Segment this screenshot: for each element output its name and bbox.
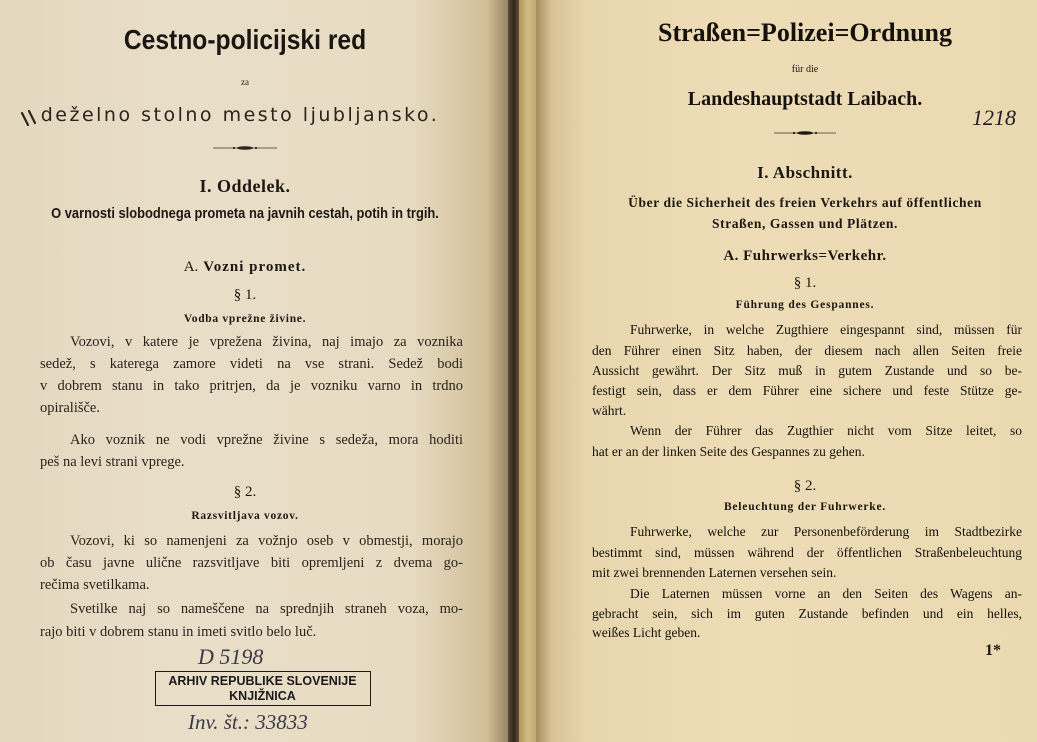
paragraph-line: Die Laternen müssen vorne an den Seiten des Wagens an- — [630, 586, 1022, 601]
article-number: § 2. — [233, 484, 257, 500]
title-connector: za — [241, 77, 249, 87]
article-title: Razsvitljava vozov. — [191, 510, 299, 522]
right-page — [536, 0, 1037, 742]
section-subheading-line: Straßen, Gassen und Plätzen. — [712, 216, 898, 231]
paragraph-line: weißes Licht geben. — [592, 625, 701, 640]
article-number: § 2. — [793, 478, 817, 494]
handwritten-archive-number: D 5198 — [198, 644, 264, 669]
paragraph-line: Aussicht gewährt. Der Sitz muß in gutem Zustande und so be- — [592, 363, 1022, 378]
ornament-divider — [213, 144, 277, 152]
paragraph-line: v dobrem stanu in tako pritrjen, da je vozniku varno in trdno — [40, 378, 463, 394]
paragraph-line: rajo biti v dobrem stanu in imeti svitlo belo luč. — [40, 624, 317, 640]
section-subheading: O varnosti slobodnega prometa na javnih cestah, potih in trgih. — [51, 205, 439, 222]
part-heading — [0, 257, 490, 277]
paragraph-line: Fuhrwerke, welche zur Personenbeförderung im Stadtbezirke — [630, 524, 1022, 539]
part-heading: A. Fuhrwerks=Verkehr. — [723, 248, 887, 264]
ornament-divider — [774, 129, 836, 137]
paragraph-line: peš na levi strani vprege. — [40, 454, 185, 470]
section-heading: I. Oddelek. — [199, 176, 291, 196]
paragraph-line: Wenn der Führer das Zugthier nicht vom Sitze leitet, so — [630, 423, 1022, 438]
paragraph-line: sedež, s katerega zamore videti na vse strani. Sedež bodi — [40, 356, 463, 372]
paragraph-line: gebracht sein, sich im guten Zustande befinden und ein helles, — [592, 606, 1022, 621]
stamp-line-library: KNJIŽNICA — [229, 689, 296, 703]
archive-stamp — [155, 671, 371, 706]
right-page-subtitle: Landeshauptstadt Laibach. — [687, 88, 923, 110]
paragraph-line: hat er an der linken Seite des Gespannes zu gehen. — [592, 444, 865, 459]
paragraph-line: ob času javne ulične razsvitljave biti opremljeni z dvema go- — [40, 555, 463, 571]
paragraph-line: Vozovi, v katere je vprežena živina, naj imajo za voznika — [70, 334, 463, 350]
section-subheading-line: Über die Sicherheit des freien Verkehrs auf öffentlichen — [628, 195, 982, 210]
left-page-subtitle: deželno stolno mesto ljubljansko. — [40, 104, 440, 126]
left-page-title: Cestno-policijski red — [123, 24, 367, 55]
paragraph-line: den Führer einen Sitz haben, der diesem nach allen Seiten freie — [592, 343, 1022, 358]
paragraph-line: opirališče. — [40, 400, 100, 416]
right-page-title: Straßen=Polizei=Ordnung — [658, 18, 952, 47]
paragraph-line: Svetilke naj so nameščene na sprednjih straneh voza, mo- — [70, 601, 463, 617]
paragraph-line: Ako voznik ne vodi vprežne živine s sedeža, mora hoditi — [70, 432, 463, 448]
article-title: Vodba vprežne živine. — [183, 313, 307, 325]
section-heading: I. Abschnitt. — [757, 163, 853, 182]
handwritten-inventory-number: Inv. št.: 33833 — [188, 710, 308, 734]
paragraph-line: bestimmt sind, müssen während der öffentlichen Straßenbeleuchtung — [592, 545, 1022, 560]
article-number: § 1. — [233, 287, 257, 303]
paragraph-line: mit zwei brennenden Laternen versehen sein. — [592, 565, 837, 580]
part-title: Vozni promet. — [203, 259, 307, 275]
paragraph-line: rečima svetilkama. — [40, 577, 150, 593]
article-title: Beleuchtung der Fuhrwerke. — [723, 501, 887, 513]
paragraph-line: festigt sein, dass er dem Führer eine sichere und feste Stütze ge- — [592, 383, 1022, 398]
binding-tape — [519, 0, 537, 742]
page-signature: 1* — [985, 642, 1001, 659]
article-title: Führung des Gespannes. — [735, 299, 875, 311]
handwritten-page-number: 1218 — [972, 105, 1016, 130]
paragraph-line: währt. — [592, 403, 627, 418]
stamp-line-institution: ARHIV REPUBLIKE SLOVENIJE — [168, 674, 357, 688]
article-number: § 1. — [793, 275, 817, 291]
title-connector: für die — [791, 64, 819, 75]
left-page — [0, 0, 512, 742]
paragraph-line: Fuhrwerke, in welche Zugthiere eingespannt sind, müssen für — [630, 322, 1022, 337]
paragraph-line: Vozovi, ki so namenjeni za vožnjo oseb v obmestji, morajo — [70, 533, 463, 549]
part-label: A. — [183, 259, 199, 275]
